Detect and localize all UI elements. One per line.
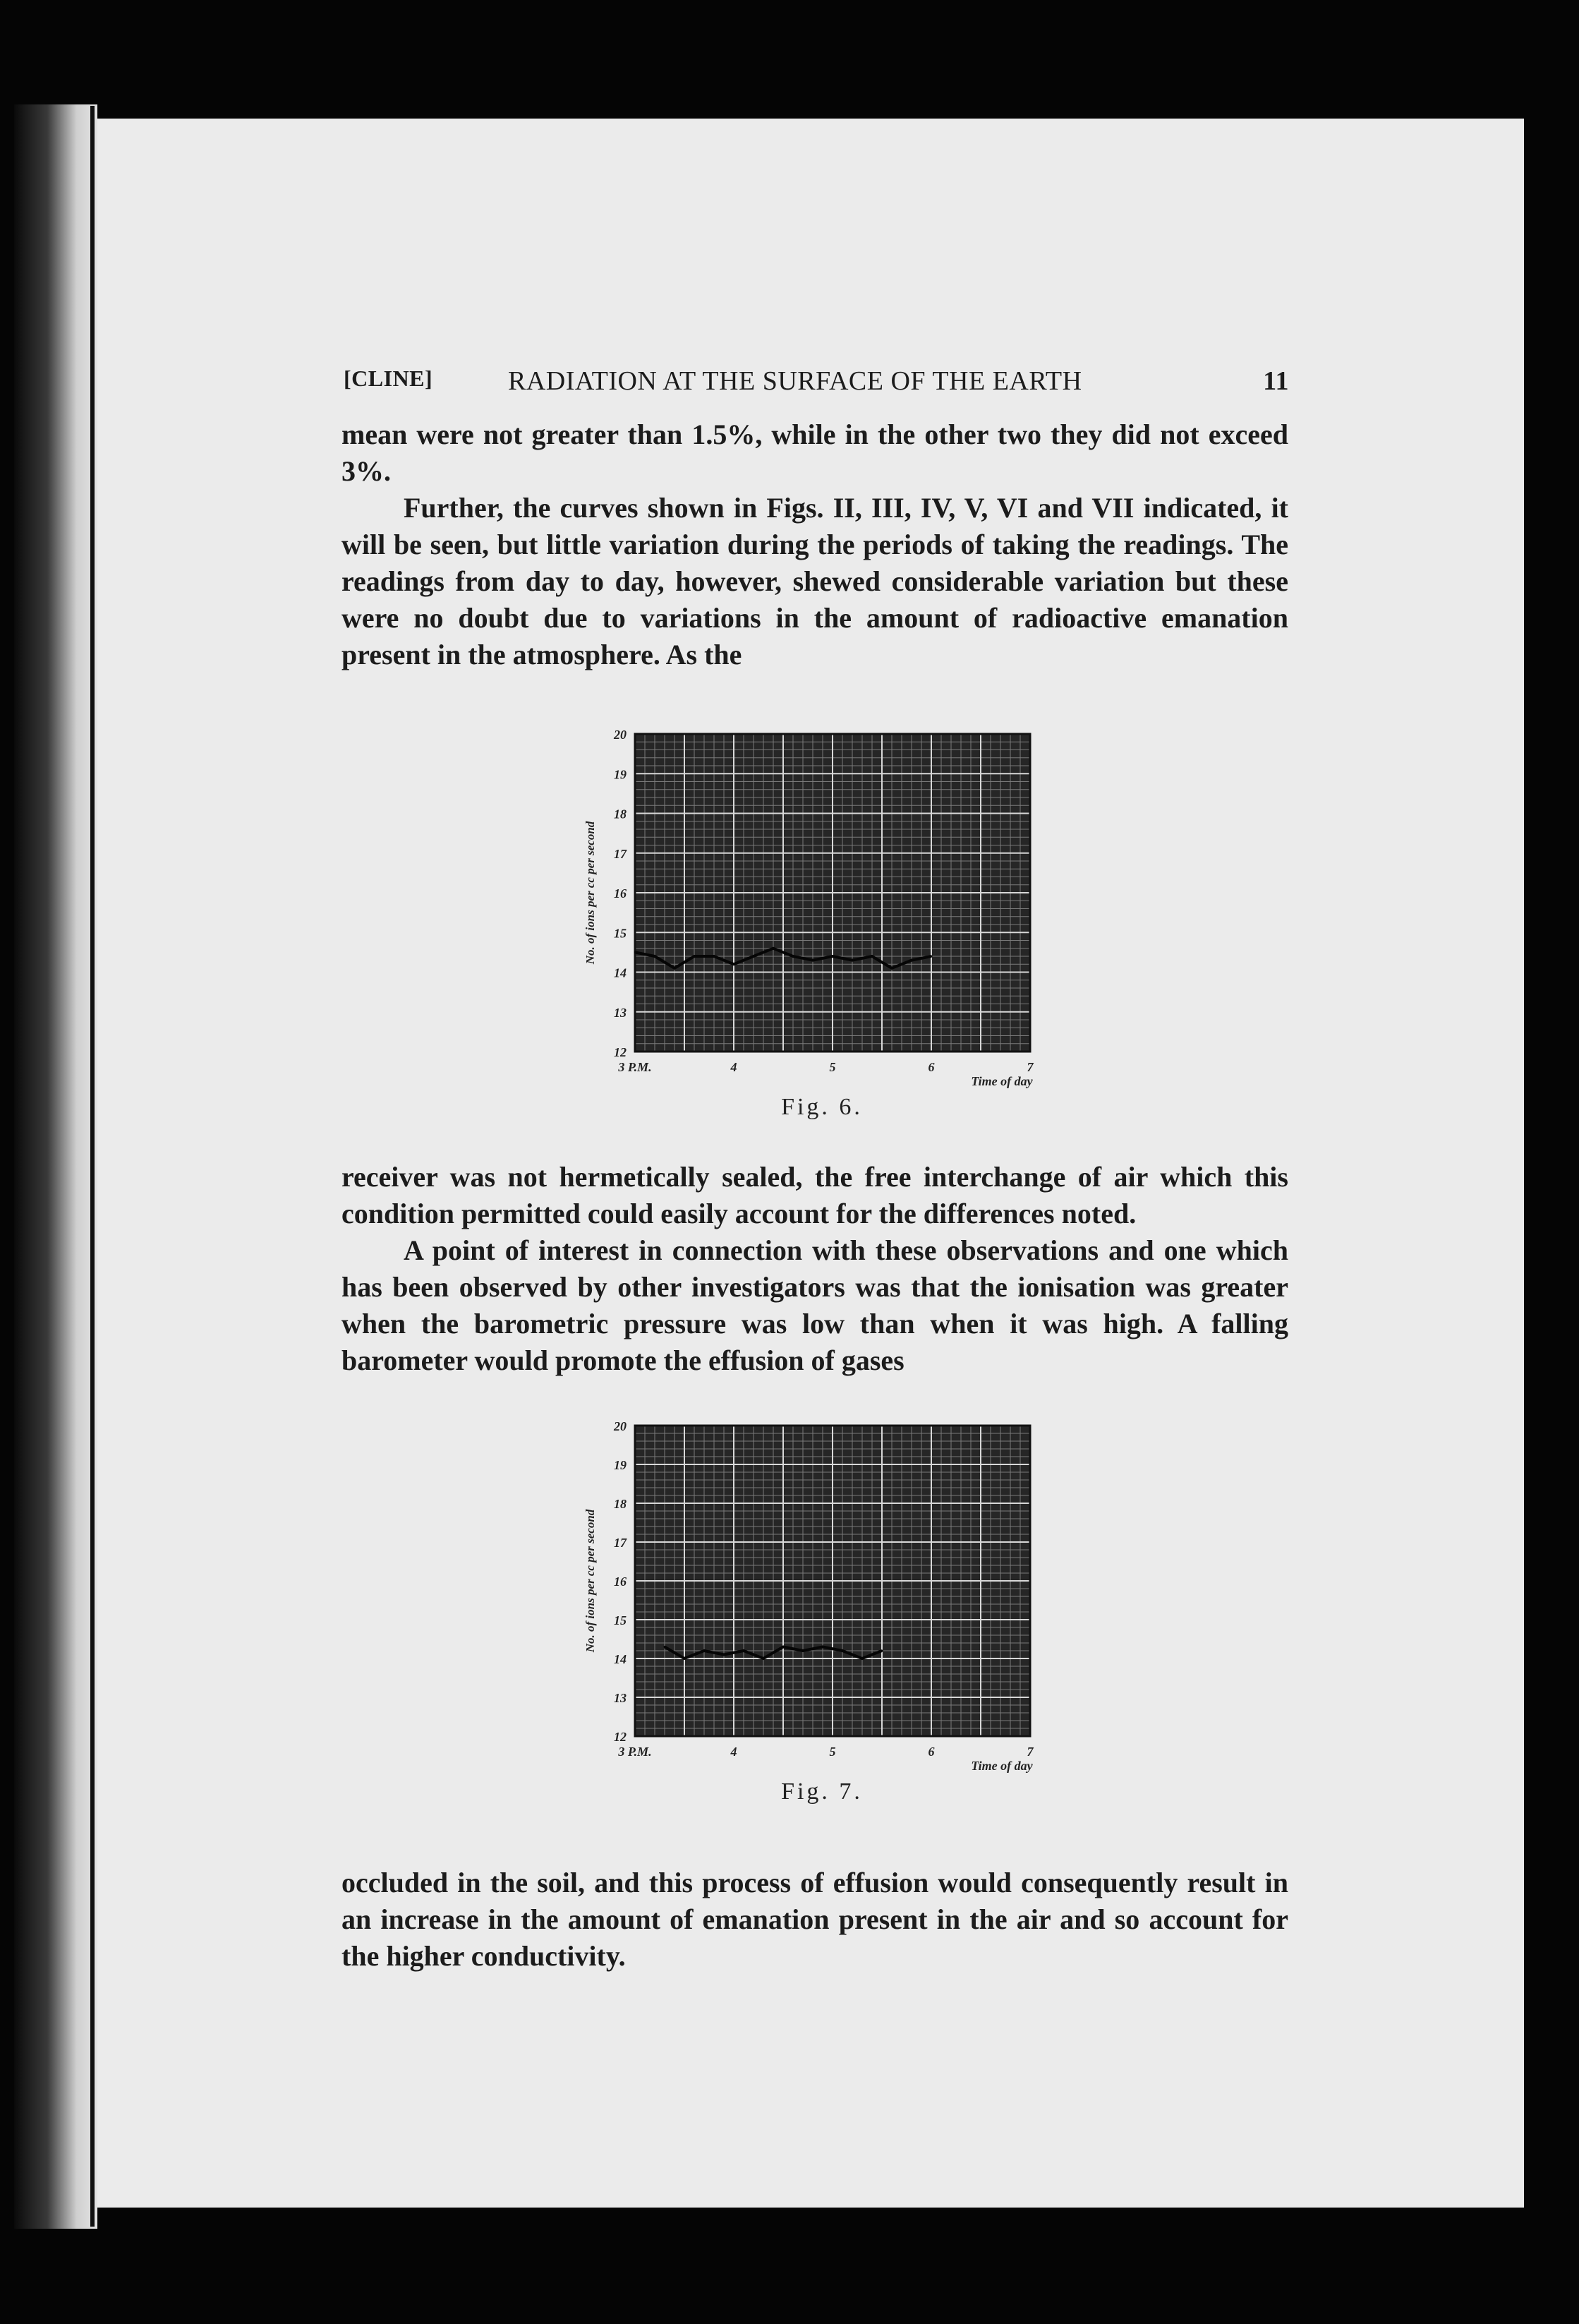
fig6-ytick-12: 12 [614, 1045, 627, 1059]
text-block-bottom [341, 1865, 1288, 1975]
fig6-ytick-13: 13 [614, 1005, 627, 1020]
fig6-data-point [773, 947, 775, 949]
fig7-ytick-19: 19 [614, 1458, 627, 1472]
figure-7-caption: Fig. 7. [781, 1778, 863, 1805]
fig6-ytick-15: 15 [614, 926, 627, 941]
figure-7-chart [579, 1419, 1065, 1778]
page-number: 11 [1263, 366, 1289, 396]
fig6-xtick-4: 7 [1027, 1060, 1034, 1074]
fig7-data-point [703, 1650, 706, 1652]
fig6-xtick-0: 3 P.M. [618, 1060, 652, 1074]
fig7-xtick-0: 3 P.M. [618, 1745, 652, 1759]
fig6-ylabel: No. of ions per cc per second [583, 821, 597, 965]
facing-page-edge [14, 104, 97, 2229]
fig7-data-point [782, 1646, 785, 1648]
fig7-ytick-15: 15 [614, 1613, 627, 1627]
fig6-data-point [812, 959, 814, 961]
fig6-data-point [832, 956, 834, 958]
fig6-xlabel: Time of day [971, 1074, 1033, 1088]
fig7-data-point [664, 1646, 666, 1648]
fig7-data-point [802, 1650, 804, 1652]
fig7-data-point [822, 1646, 824, 1648]
fig7-xlabel: Time of day [971, 1759, 1033, 1773]
fig6-data-point [634, 951, 636, 953]
fig7-ytick-14: 14 [614, 1652, 627, 1666]
paragraph-3: receiver was not hermetically sealed, the free interchange of air which this condition permitted could easily account for the differences noted. [341, 1161, 1288, 1229]
fig7-ytick-13: 13 [614, 1691, 627, 1705]
paragraph-5: occluded in the soil, and this process of effusion would consequently result in an increase in the amount of emanation present in the air and so account for the higher conductivity. [341, 1867, 1288, 1972]
fig6-data-point [911, 959, 913, 961]
figure-7 [579, 1419, 1065, 1842]
figure-6 [579, 727, 1065, 1164]
text-block-middle [341, 1159, 1288, 1379]
fig7-data-point [842, 1650, 844, 1652]
fig7-xtick-4: 7 [1027, 1745, 1034, 1759]
fig7-data-point [763, 1658, 765, 1660]
fig6-ytick-19: 19 [614, 767, 627, 782]
fig6-data-point [694, 956, 696, 958]
fig7-ytick-12: 12 [614, 1730, 627, 1744]
fig6-xtick-3: 6 [928, 1060, 935, 1074]
fig7-xtick-2: 5 [829, 1745, 836, 1759]
paragraph-1: mean were not greater than 1.5%, while in the other two they did not exceed 3%. [341, 419, 1288, 487]
fig7-xtick-3: 6 [928, 1745, 935, 1759]
running-head [344, 366, 1289, 401]
fig6-data-point [713, 956, 715, 958]
fig6-ytick-16: 16 [614, 886, 627, 901]
fig6-data-point [733, 963, 735, 965]
paragraph-2: Further, the curves shown in Figs. II, III, IV, V, VI and VII indicated, it will be seen, but little variation during the periods of taking the readings. The readings from day to day, however, shewed considerable variation but these were no doubt due to variations in the amount of radioactive emanation present in the atmosphere. As the [341, 492, 1288, 670]
fig7-xtick-1: 4 [730, 1745, 737, 1759]
fig7-ytick-18: 18 [614, 1497, 627, 1511]
fig6-data-point [891, 967, 893, 969]
fig6-data-point [852, 959, 854, 961]
fig6-data-point [792, 956, 794, 958]
fig6-data-point [753, 956, 755, 958]
binding-gutter [90, 106, 95, 2227]
paragraph-4: A point of interest in connection with these observations and one which has been observed by other investigators was that the ionisation was greater when the barometric pressure was low than when it was high. A falling barometer would promote the effusion of gases [341, 1234, 1288, 1376]
fig6-ytick-14: 14 [614, 965, 627, 980]
fig6-ytick-18: 18 [614, 807, 627, 821]
fig6-xtick-2: 5 [829, 1060, 836, 1074]
fig7-ylabel: No. of ions per cc per second [583, 1509, 597, 1653]
fig6-data-point [931, 956, 933, 958]
running-head-author: [CLINE] [344, 366, 433, 391]
fig7-data-point [743, 1650, 745, 1652]
fig6-data-point [654, 956, 656, 958]
fig7-ytick-17: 17 [614, 1536, 627, 1550]
figure-6-caption: Fig. 6. [781, 1094, 863, 1120]
fig7-ytick-16: 16 [614, 1575, 627, 1589]
running-head-title: RADIATION AT THE SURFACE OF THE EARTH [508, 366, 1082, 396]
fig6-ytick-20: 20 [614, 728, 627, 742]
fig6-xtick-1: 4 [730, 1060, 737, 1074]
fig7-ytick-20: 20 [614, 1419, 627, 1433]
fig7-data-point [723, 1654, 725, 1656]
fig6-ytick-17: 17 [614, 846, 627, 861]
fig6-data-point [674, 967, 676, 969]
fig6-data-point [871, 956, 873, 958]
fig7-data-point [881, 1650, 883, 1652]
fig7-data-point [684, 1658, 686, 1660]
figure-6-chart [579, 727, 1065, 1094]
fig7-data-point [861, 1658, 864, 1660]
text-block-top [341, 416, 1288, 673]
